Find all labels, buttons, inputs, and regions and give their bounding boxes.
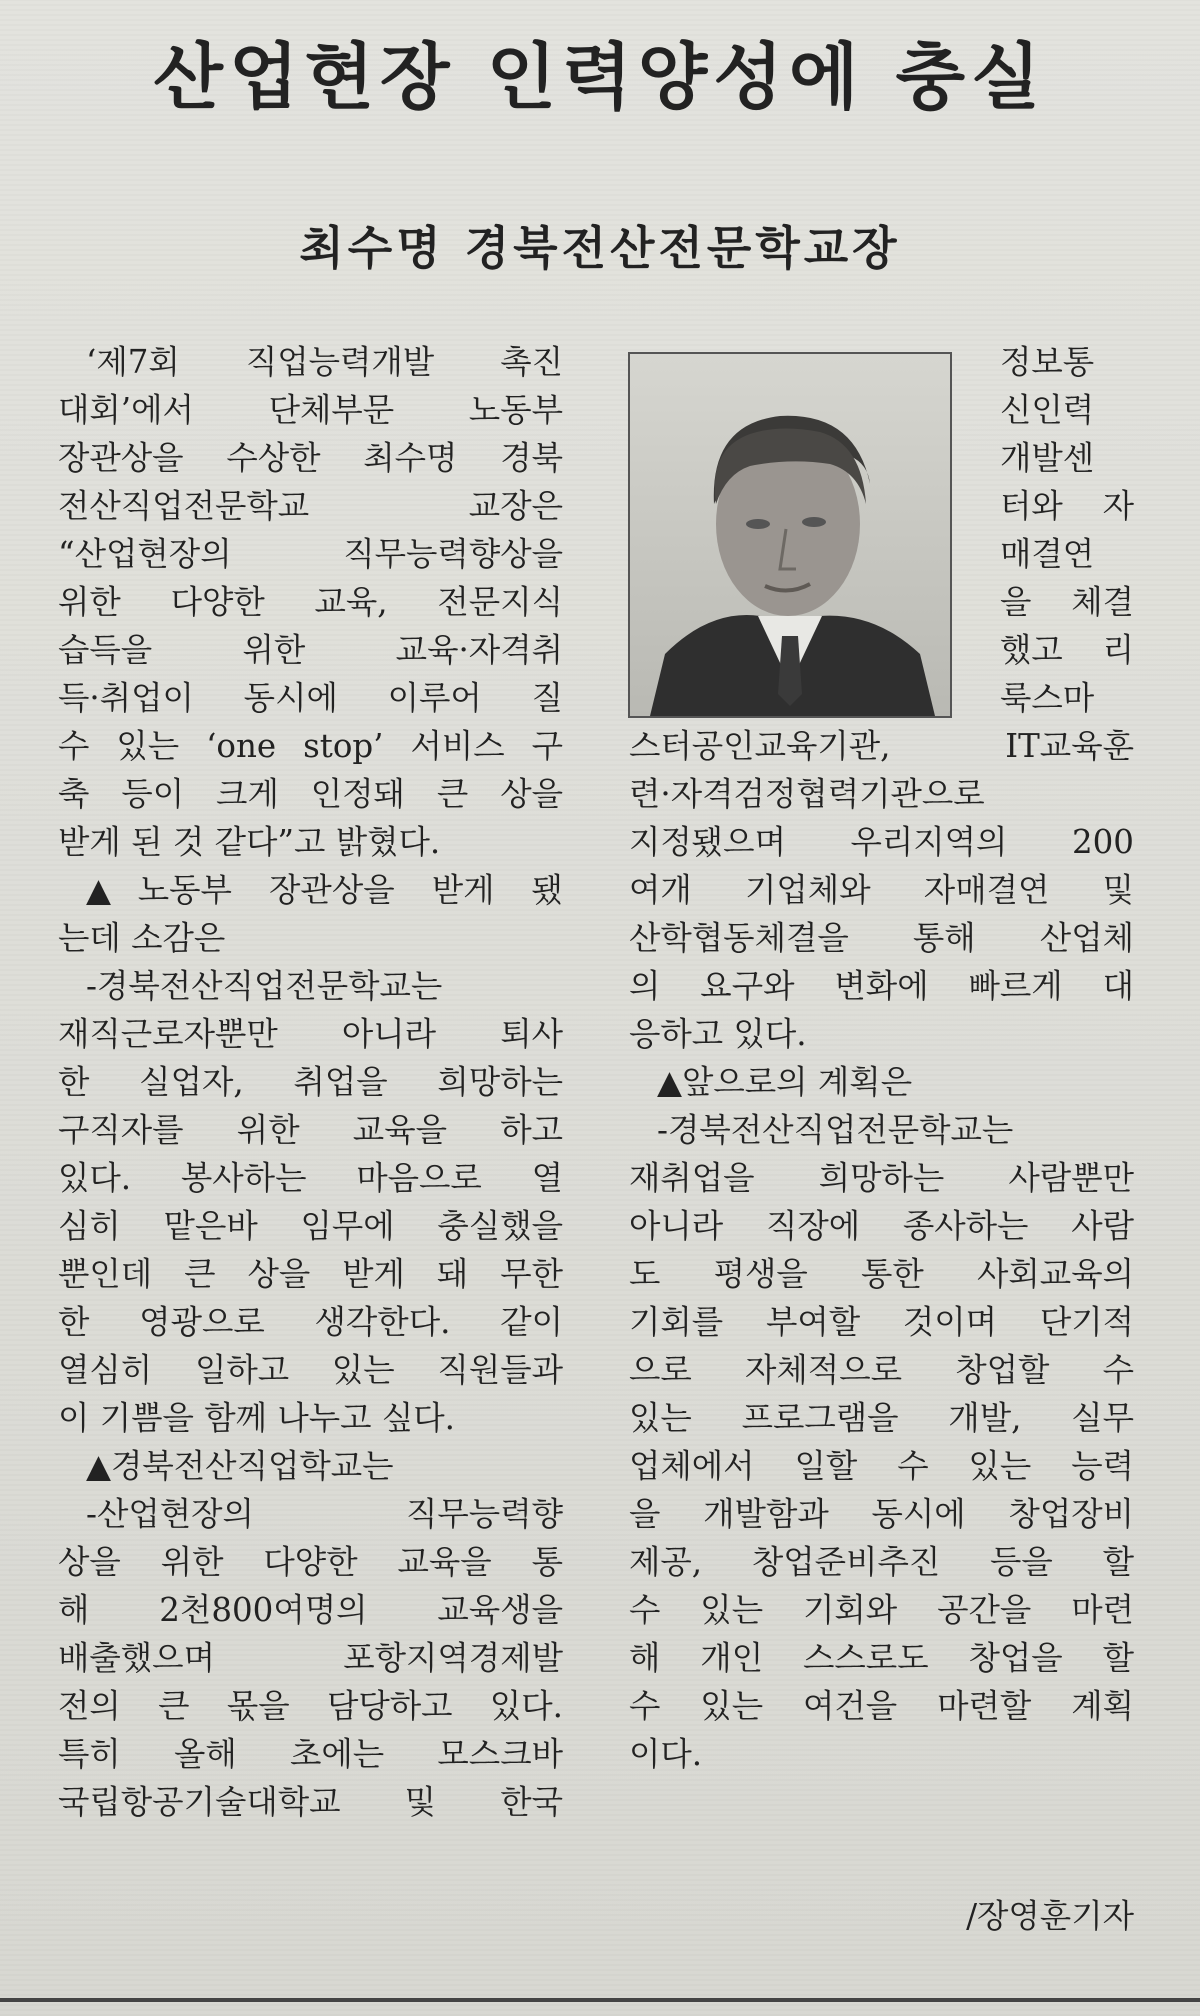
text-line: 열심히 일하고 있는 직원들과 — [58, 1351, 563, 1389]
text-line: 산학협동체결을 통해 산업체 — [629, 919, 1134, 957]
text-line: 위한 다양한 교육, 전문지식 — [58, 583, 563, 621]
text-line: 있다. 봉사하는 마음으로 열 — [58, 1159, 563, 1197]
text-line: 응하고 있다. — [629, 1015, 807, 1053]
portrait-image — [630, 354, 950, 716]
text-line: 재취업을 희망하는 사람뿐만 — [629, 1159, 1134, 1197]
text-line: 상을 위한 다양한 교육을 통 — [58, 1543, 563, 1581]
question-heading: ▲경북전산직업학교는 — [86, 1447, 394, 1485]
text-line: 기회를 부여할 것이며 단기적 — [629, 1303, 1134, 1341]
text-line: 장관상을 수상한 최수명 경북 — [58, 439, 563, 477]
text-line: 을 개발함과 동시에 창업장비 — [629, 1495, 1134, 1533]
text-line: 룩스마 — [1000, 679, 1095, 717]
text-line: 수 있는 기회와 공간을 마련 — [629, 1591, 1134, 1629]
text-line: 으로 자체적으로 창업할 수 — [629, 1351, 1134, 1389]
text-line: 여개 기업체와 자매결연 및 — [629, 871, 1134, 909]
text-line: 매결연 — [1000, 535, 1095, 573]
byline: /장영훈기자 — [966, 1897, 1134, 1935]
text-line: 지정됐으며 우리지역의 200 — [629, 823, 1134, 861]
text-line: 대회’에서 단체부문 노동부 — [58, 391, 563, 429]
text-line: 국립항공기술대학교 및 한국 — [58, 1783, 563, 1821]
text-line: 신인력 — [1000, 391, 1095, 429]
bottom-rule — [0, 1998, 1200, 2002]
text-line: -경북전산직업전문학교는 — [86, 967, 443, 1005]
text-line: 구직자를 위한 교육을 하고 — [58, 1111, 563, 1149]
text-line: 심히 맡은바 임무에 충실했을 — [58, 1207, 563, 1245]
text-line: 있는 프로그램을 개발, 실무 — [629, 1399, 1134, 1437]
text-line: 축 등이 크게 인정돼 큰 상을 — [58, 775, 563, 813]
text-line: 수 있는 여건을 마련할 계획 — [629, 1687, 1134, 1725]
text-line: 특히 올해 초에는 모스크바 — [58, 1735, 563, 1773]
text-line: 해 2천800여명의 교육생을 — [58, 1591, 563, 1629]
question-heading: ▲앞으로의 계획은 — [657, 1063, 913, 1101]
text-line: 배출했으며 포항지역경제발 — [58, 1639, 563, 1677]
text-line: 을 체결 — [1000, 583, 1134, 621]
text-line: 정보통 — [1000, 343, 1095, 381]
text-line: 전의 큰 몫을 담당하고 있다. — [58, 1687, 563, 1725]
text-line: 한 실업자, 취업을 희망하는 — [58, 1063, 563, 1101]
text-line: 업체에서 일할 수 있는 능력 — [629, 1447, 1134, 1485]
text-line: 도 평생을 통한 사회교육의 — [629, 1255, 1134, 1293]
article-column-left — [58, 338, 563, 1826]
text-line: -경북전산직업전문학교는 — [657, 1111, 1014, 1149]
text-line: 습득을 위한 교육·자격취 — [58, 631, 563, 669]
portrait-photo — [628, 352, 952, 718]
article-column-right-top — [1000, 338, 1134, 722]
text-line: 개발센 — [1000, 439, 1095, 477]
text-line: 련·자격검정협력기관으로 — [629, 775, 985, 813]
text-line: 아니라 직장에 종사하는 사람 — [629, 1207, 1134, 1245]
text-line: 이다. — [629, 1735, 703, 1773]
text-line: 의 요구와 변화에 빠르게 대 — [629, 967, 1134, 1005]
text-line: 한 영광으로 생각한다. 같이 — [58, 1303, 563, 1341]
headline: 산업현장 인력양성에 충실 — [153, 35, 1047, 119]
text-line: 이 기쁨을 함께 나누고 싶다. — [58, 1399, 455, 1437]
article-column-right — [629, 722, 1134, 1778]
text-line: 했고 리 — [1000, 631, 1134, 669]
text-line: 제공, 창업준비추진 등을 할 — [629, 1543, 1134, 1581]
text-line: 득·취업이 동시에 이루어 질 — [58, 679, 563, 717]
text-line: 재직근로자뿐만 아니라 퇴사 — [58, 1015, 563, 1053]
text-line: 스터공인교육기관, IT교육훈 — [629, 727, 1134, 765]
text-line: 받게 된 것 같다”고 밝혔다. — [58, 823, 441, 861]
text-line: 해 개인 스스로도 창업을 할 — [629, 1639, 1134, 1677]
text-line: 전산직업전문학교 교장은 — [58, 487, 563, 525]
text-line: 뿐인데 큰 상을 받게 돼 무한 — [58, 1255, 563, 1293]
text-line: 수 있는 ‘one stop’ 서비스 구 — [58, 727, 563, 765]
text-line: “산업현장의 직무능력향상을 — [58, 535, 563, 573]
question-heading: ▲노동부 장관상을 받게 됐 — [86, 871, 563, 909]
text-line: -산업현장의 직무능력향 — [86, 1495, 563, 1533]
text-line: ‘제7회 직업능력개발 촉진 — [86, 343, 563, 381]
text-line: 는데 소감은 — [58, 919, 226, 957]
text-line: 터와 자 — [1000, 487, 1134, 525]
subheadline: 최수명 경북전산전문학교장 — [299, 221, 901, 275]
